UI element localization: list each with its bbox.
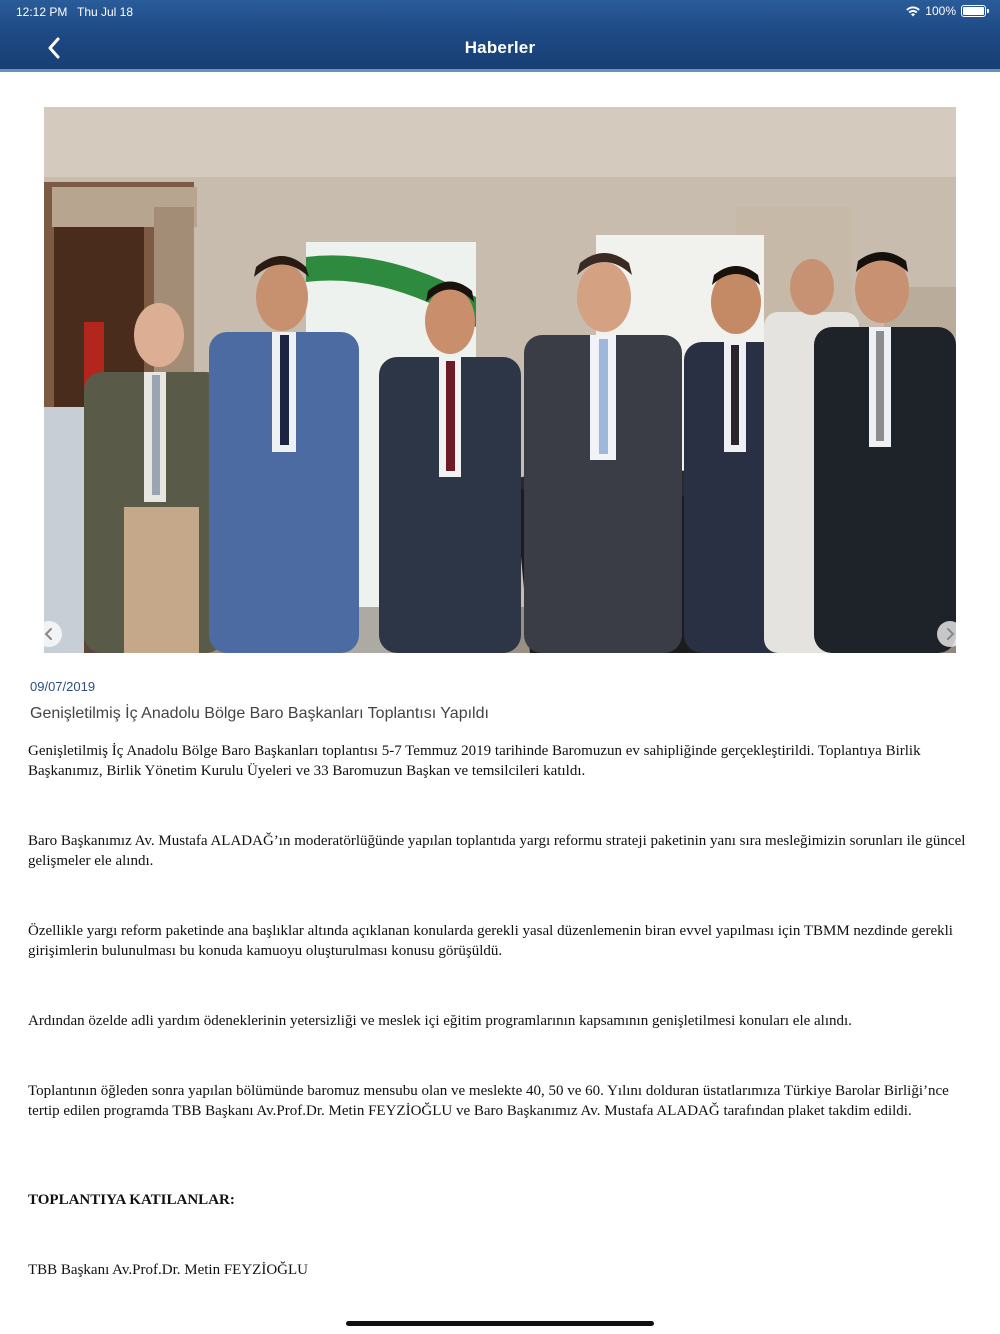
home-indicator[interactable] bbox=[346, 1321, 654, 1326]
page-title: Haberler bbox=[464, 38, 536, 57]
battery-icon bbox=[961, 5, 986, 17]
status-bar bbox=[0, 0, 1000, 22]
chevron-right-icon bbox=[945, 627, 955, 641]
status-date: Thu Jul 18 bbox=[77, 5, 134, 19]
status-time: 12:12 PM bbox=[16, 5, 68, 19]
chevron-left-icon bbox=[44, 627, 54, 641]
article-paragraph: Ardından özelde adli yardım ödeneklerinin yetersizliği ve meslek içi eğitim programlarının kapsamının genişletilmesi konuları ele alındı. bbox=[28, 1013, 852, 1029]
wifi-icon bbox=[906, 6, 920, 17]
carousel-prev-button[interactable] bbox=[36, 621, 62, 647]
navigation-bar bbox=[0, 0, 1000, 72]
attendee-item: TBB Başkanı Av.Prof.Dr. Metin FEYZİOĞLU bbox=[28, 1262, 308, 1278]
news-photo[interactable] bbox=[44, 107, 956, 653]
battery-percent: 100% bbox=[925, 4, 956, 18]
article-paragraph: Genişletilmiş İç Anadolu Bölge Baro Başkanları toplantısı 5-7 Temmuz 2019 tarihinde Baromuzun ev sahipliğinde gerçekleştirildi. Toplantıya Birlik Başkanımız, Birlik Yönetim Kurulu Üyeleri ve 33 Baromuzun Başkan ve temsilcileri katıldı. bbox=[28, 743, 921, 779]
article-paragraph: Toplantının öğleden sonra yapılan bölümünde baromuz mensubu olan ve meslekte 40, 50 ve 60. Yılını dolduran üstatlarımıza Türkiye Barolar Birliği’nce tertip edilen programda TBB Başkanı Av.Prof.Dr. Metin FEYZİOĞLU ve Baro Başkanımız Av. Mustafa ALADAĞ tarafından plaket takdim edildi. bbox=[28, 1083, 949, 1119]
news-photo-illustration bbox=[44, 107, 956, 653]
article-date: 09/07/2019 bbox=[30, 679, 96, 694]
article-paragraph: Baro Başkanımız Av. Mustafa ALADAĞ’ın moderatörlüğünde yapılan toplantıda yargı reformu strateji paketinin yanı sıra mesleğimizin sorunları ile güncel gelişmeler ele alındı. bbox=[28, 833, 966, 869]
article-title: Genişletilmiş İç Anadolu Bölge Baro Başkanları Toplantısı Yapıldı bbox=[30, 705, 489, 722]
carousel-next-button[interactable] bbox=[937, 621, 963, 647]
attendees-heading: TOPLANTIYA KATILANLAR: bbox=[28, 1192, 235, 1208]
article-paragraph: Özellikle yargı reform paketinde ana başlıklar altında açıklanan konularda gerekli yasal düzenlemenin biran evvel yapılması için TBMM nezdinde gerekli girişimlerin bulunulması bu konuda kamuoyu oluşturulması konusu görüşüldü. bbox=[28, 923, 953, 959]
status-indicators bbox=[906, 4, 986, 18]
